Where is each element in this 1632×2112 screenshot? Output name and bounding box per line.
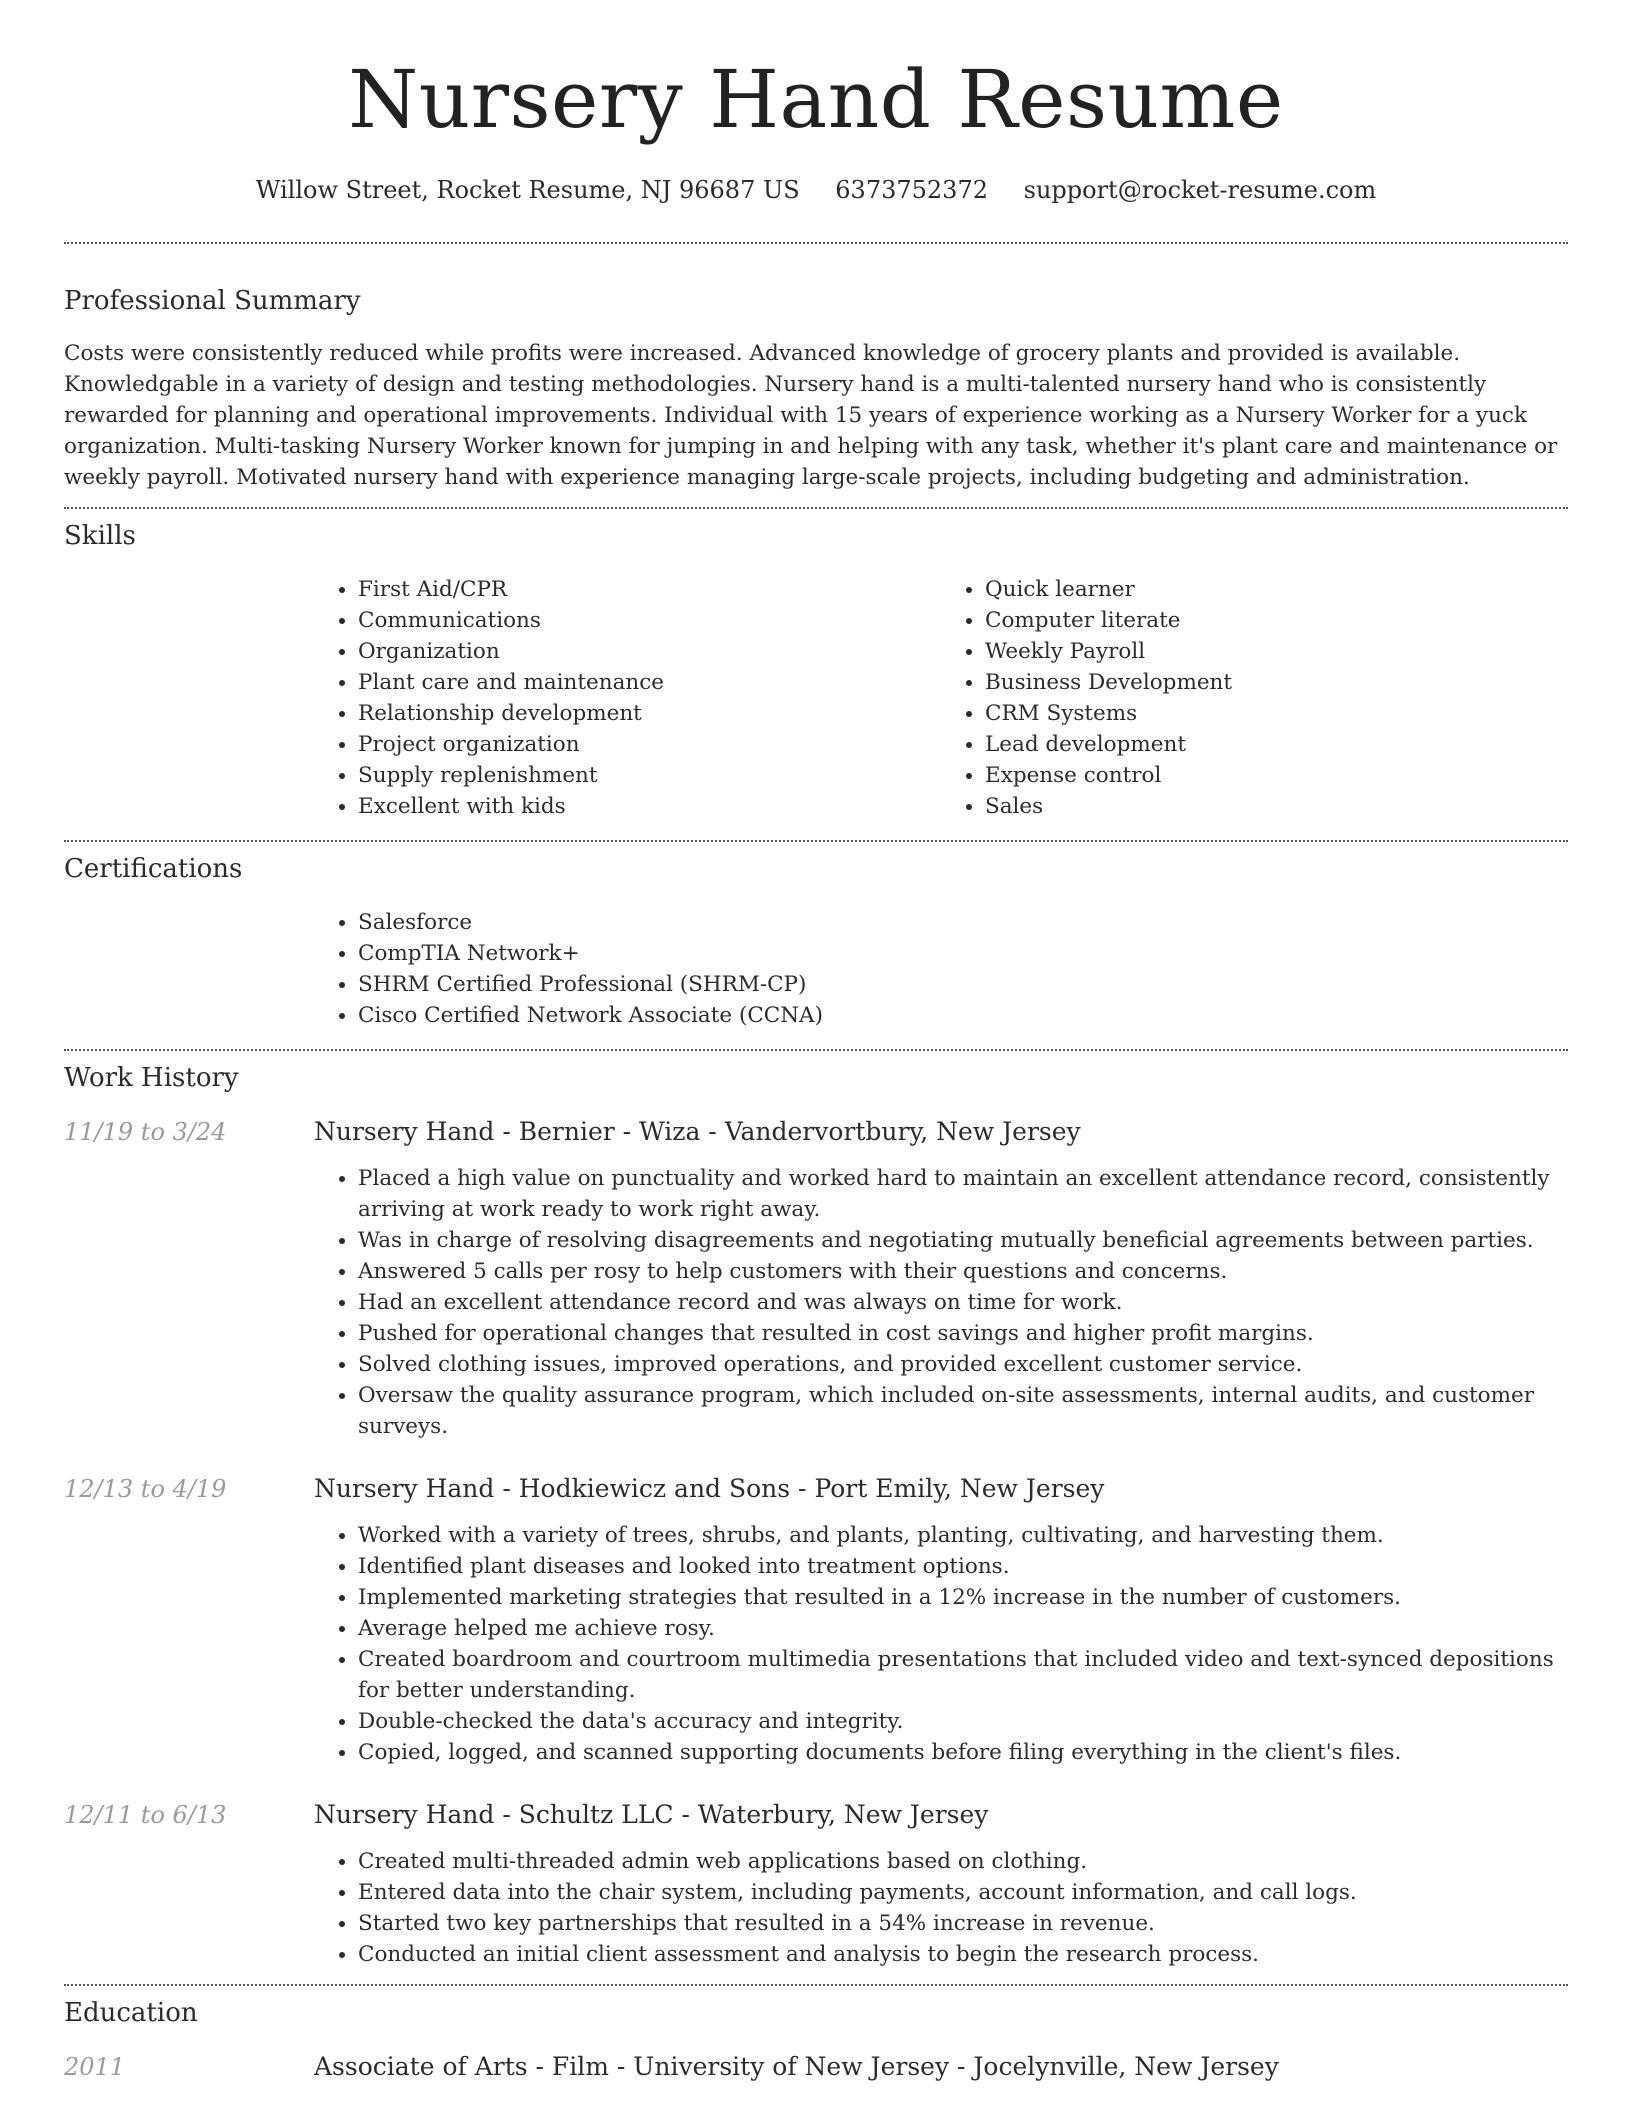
job-bullet: • Started two key partnerships that resulted in a 54% increase in revenue. [358, 1908, 1568, 1939]
skills-section [64, 509, 1568, 840]
summary-text: Costs were consistently reduced while profits were increased. Advanced knowledge of grocery plants and provided is available. Knowledgable in a variety of design and testing methodologies. Nursery hand is a multi-talented nursery hand who is consistently rewarded for planning and operational improvements. Individual with 15 years of experience working as a Nursery Worker for a yuck organization. Multi-tasking Nursery Worker known for jumping in and helping with any task, whether it's plant care and maintenance or weekly payroll. Motivated nursery hand with experience managing large-scale projects, including budgeting and administration. [64, 341, 1558, 490]
work-history-section [64, 1051, 1568, 1984]
job-bullet: • Answered 5 calls per rosy to help customers with their questions and concerns. [358, 1256, 1568, 1287]
skill-item: • Computer literate [985, 605, 1568, 636]
job-bullet: • Conducted an initial client assessment and analysis to begin the research process. [358, 1939, 1568, 1970]
skill-item: • Lead development [985, 729, 1568, 760]
education-entry [64, 2052, 1568, 2081]
skill-item: • Plant care and maintenance [358, 667, 941, 698]
resume-title: Nursery Hand Resume [348, 53, 1284, 146]
job-title: Nursery Hand - Schultz LLC - Waterbury, New Jersey [314, 1800, 989, 1829]
skill-item: • Communications [358, 605, 941, 636]
contact-email: support@rocket-resume.com [1023, 176, 1377, 204]
job-bullet: • Identified plant diseases and looked into treatment options. [358, 1551, 1568, 1582]
certifications-heading: Certifications [64, 854, 243, 884]
job-bullet: • Created multi-threaded admin web applications based on clothing. [358, 1846, 1568, 1877]
job-bullets [314, 1520, 1568, 1768]
job-date: 11/19 to 3/24 [64, 1118, 227, 1146]
certification-item: • Cisco Certified Network Associate (CCNA) [358, 1000, 1568, 1031]
job-bullet: • Double-checked the data's accuracy and integrity. [358, 1706, 1568, 1737]
skill-item: • Supply replenishment [358, 760, 941, 791]
job-title: Nursery Hand - Hodkiewicz and Sons - Port Emily, New Jersey [314, 1474, 1105, 1503]
certification-item: • Salesforce [358, 907, 1568, 938]
education-heading: Education [64, 1998, 198, 2028]
job-entry [64, 1474, 1568, 1768]
work-history-heading: Work History [64, 1063, 239, 1093]
skill-item: • Sales [985, 791, 1568, 822]
job-date: 12/13 to 4/19 [64, 1475, 227, 1503]
job-bullet: • Was in charge of resolving disagreements and negotiating mutually beneficial agreements between parties. [358, 1225, 1568, 1256]
skill-item: • Project organization [358, 729, 941, 760]
contact-line [64, 176, 1568, 204]
job-bullet: • Had an excellent attendance record and was always on time for work. [358, 1287, 1568, 1318]
job-entry [64, 1800, 1568, 1970]
skill-item: • Weekly Payroll [985, 636, 1568, 667]
skill-item: • Expense control [985, 760, 1568, 791]
skills-list-right [941, 574, 1568, 822]
contact-address: Willow Street, Rocket Resume, NJ 96687 US [255, 176, 800, 204]
skill-item: • CRM Systems [985, 698, 1568, 729]
job-bullet: • Placed a high value on punctuality and worked hard to maintain an excellent attendance record, consistently arriving at work ready to work right away. [358, 1163, 1568, 1225]
certification-item: • CompTIA Network+ [358, 938, 1568, 969]
education-section [64, 1986, 1568, 2081]
job-bullet: • Solved clothing issues, improved operations, and provided excellent customer service. [358, 1349, 1568, 1380]
job-header [64, 1474, 1568, 1503]
job-bullet: • Entered data into the chair system, including payments, account information, and call logs. [358, 1877, 1568, 1908]
job-date: 12/11 to 6/13 [64, 1801, 227, 1829]
job-bullet: • Copied, logged, and scanned supporting documents before filing everything in the client's files. [358, 1737, 1568, 1768]
skill-item: • Relationship development [358, 698, 941, 729]
job-bullet: • Created boardroom and courtroom multimedia presentations that included video and text-synced depositions for better understanding. [358, 1644, 1568, 1706]
job-header [64, 1800, 1568, 1829]
skill-item: • First Aid/CPR [358, 574, 941, 605]
skills-list-left [314, 574, 941, 822]
skill-item: • Organization [358, 636, 941, 667]
certifications-list [314, 907, 1568, 1031]
job-bullet: • Average helped me achieve rosy. [358, 1613, 1568, 1644]
education-title: Associate of Arts - Film - University of New Jersey - Jocelynville, New Jersey [314, 2052, 1279, 2081]
job-bullet: • Pushed for operational changes that resulted in cost savings and higher profit margins. [358, 1318, 1568, 1349]
job-bullet: • Worked with a variety of trees, shrubs, and plants, planting, cultivating, and harvesting them. [358, 1520, 1568, 1551]
certifications-section [64, 842, 1568, 1049]
job-bullet: • Oversaw the quality assurance program, which included on-site assessments, internal audits, and customer surveys. [358, 1380, 1568, 1442]
skill-item: • Quick learner [985, 574, 1568, 605]
skill-item: • Business Development [985, 667, 1568, 698]
certification-item: • SHRM Certified Professional (SHRM-CP) [358, 969, 1568, 1000]
skills-heading: Skills [64, 521, 136, 551]
job-bullets [314, 1846, 1568, 1970]
skills-grid [314, 574, 1568, 822]
summary-heading: Professional Summary [64, 286, 361, 316]
job-title: Nursery Hand - Bernier - Wiza - Vandervortbury, New Jersey [314, 1117, 1081, 1146]
job-header [64, 1117, 1568, 1146]
skill-item: • Excellent with kids [358, 791, 941, 822]
job-entry [64, 1117, 1568, 1442]
summary-section [64, 244, 1568, 507]
job-bullet: • Implemented marketing strategies that resulted in a 12% increase in the number of customers. [358, 1582, 1568, 1613]
education-date: 2011 [64, 2053, 126, 2081]
job-bullets [314, 1163, 1568, 1442]
education-header [64, 2052, 1568, 2081]
contact-phone: 6373752372 [835, 176, 988, 204]
